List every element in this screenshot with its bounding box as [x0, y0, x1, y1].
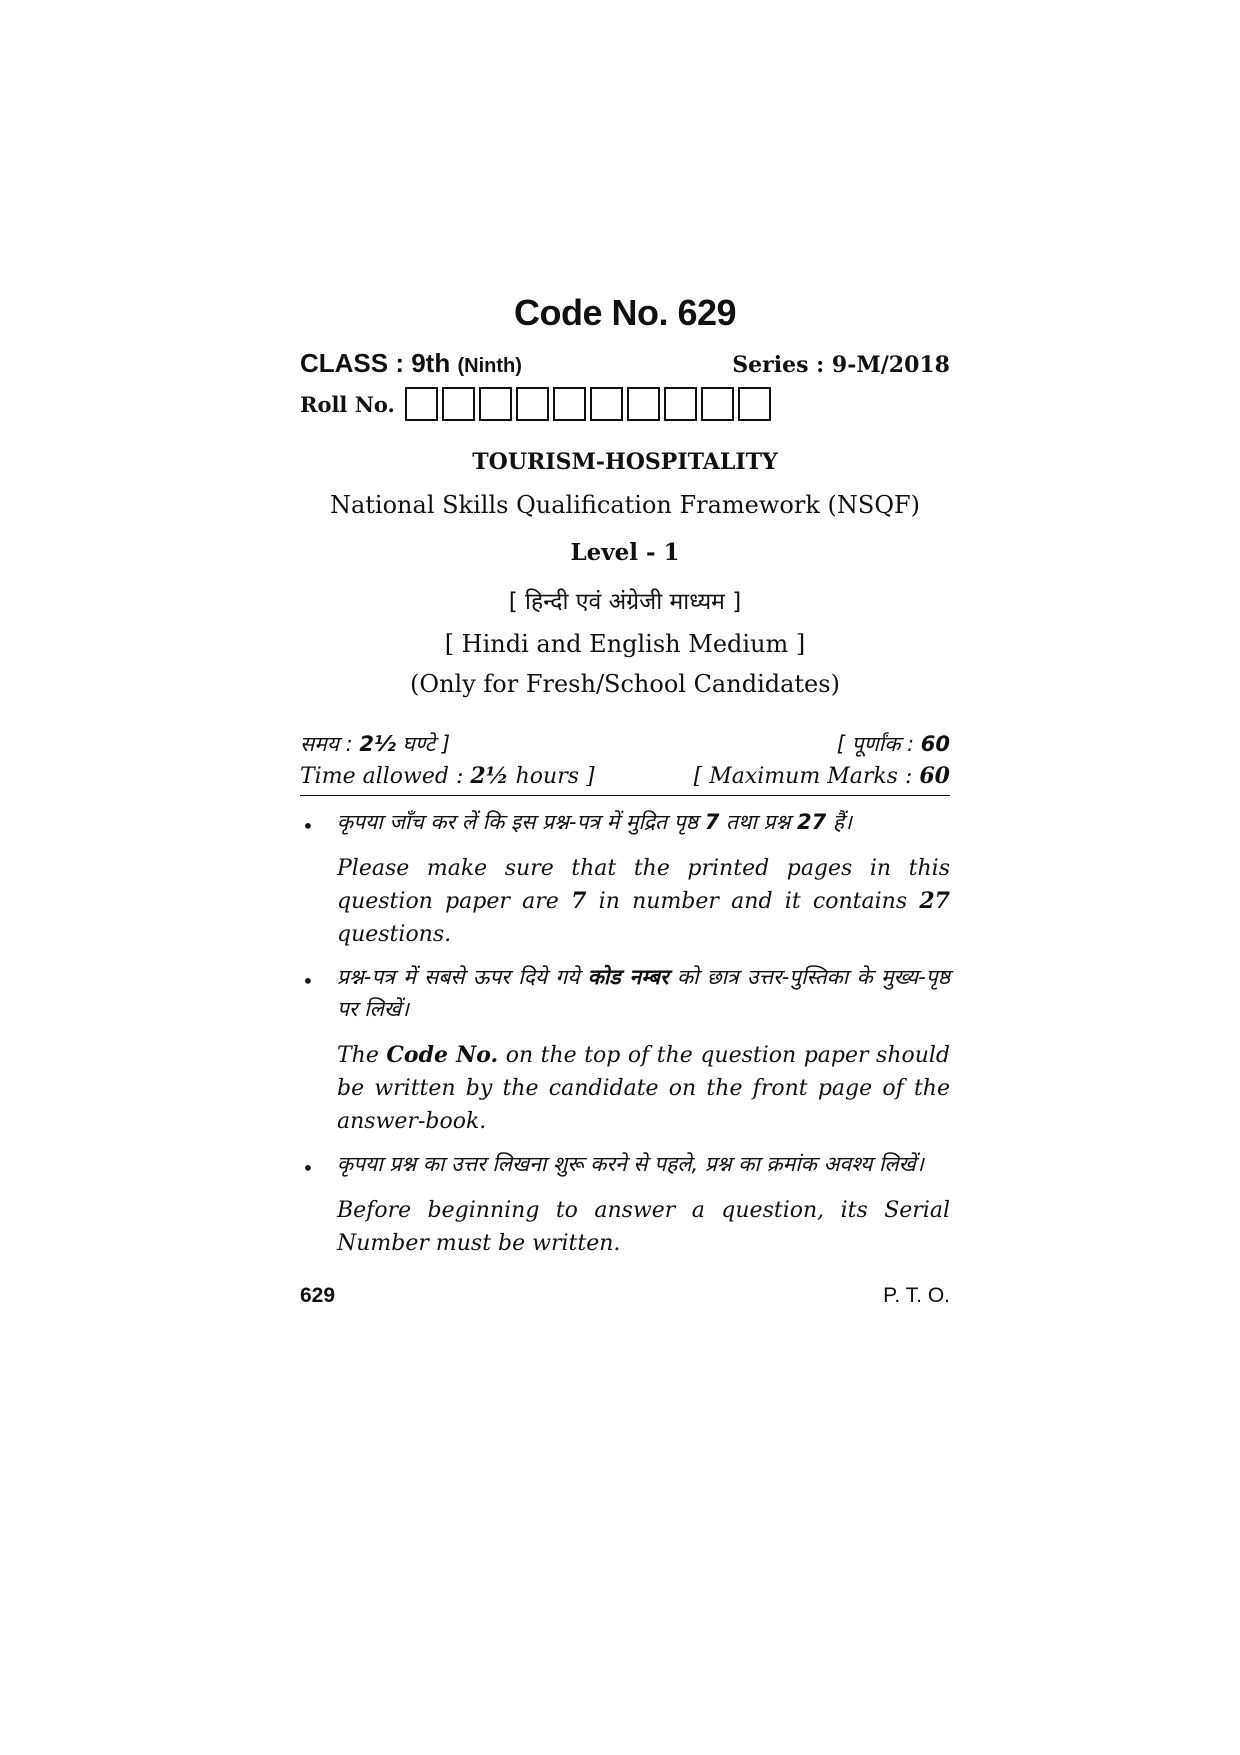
medium-hindi: [ हिन्दी एवं अंग्रेजी माध्यम ]	[508, 589, 742, 615]
roll-number-box[interactable]	[442, 387, 475, 421]
roll-number-box[interactable]	[590, 387, 623, 421]
instruction-3	[300, 1148, 950, 1260]
time-english-value: 2½	[470, 763, 509, 789]
subject-name: TOURISM-HOSPITALITY	[472, 449, 778, 475]
candidates-line: (Only for Fresh/School Candidates)	[410, 670, 840, 698]
instruction-2-english	[337, 1039, 950, 1138]
time-hindi	[300, 728, 450, 760]
divider-line	[300, 795, 950, 796]
roll-number-box[interactable]	[701, 387, 734, 421]
marks-english-prefix: [ Maximum Marks :	[693, 764, 920, 789]
roll-number-box[interactable]	[405, 387, 438, 421]
instruction-3-english: Before beginning to answer a question, its Serial Number must be written.	[337, 1198, 950, 1256]
time-english-suffix: hours ]	[508, 764, 595, 789]
i1-hi-d: 27	[796, 810, 827, 834]
time-hindi-value: 2½	[359, 732, 396, 756]
bullet-icon: •	[302, 814, 314, 838]
marks-hindi-prefix: [ पूर्णांक :	[836, 732, 921, 756]
i2-hi-a: प्रश्न-पत्र में सबसे ऊपर दिये गये	[337, 965, 588, 989]
i2-en-b: Code No.	[386, 1042, 499, 1068]
roll-number-box[interactable]	[479, 387, 512, 421]
instruction-1-hindi	[337, 806, 950, 838]
time-row-hindi	[300, 728, 950, 760]
i1-en-c: in number and it contains	[586, 889, 920, 914]
i1-en-a: Please make sure that the printed pages in this question paper are	[337, 856, 950, 914]
i2-hi-c: को छात्र उत्तर-पुस्तिका के मुख्य-पृष्ठ पर लिखें।	[337, 965, 950, 1021]
i1-hi-c: तथा प्रश्न	[719, 810, 797, 834]
marks-english	[694, 760, 950, 793]
class-label	[300, 348, 522, 379]
i1-en-e: questions.	[337, 922, 452, 947]
instruction-3-hindi: कृपया प्रश्न का उत्तर लिखना शुरू करने से पहले, प्रश्न का क्रमांक अवश्य लिखें।	[337, 1152, 924, 1176]
question-paper-cover	[300, 280, 950, 1308]
instruction-1	[300, 806, 950, 951]
class-series-row	[300, 348, 950, 379]
marks-hindi-value: 60	[920, 732, 950, 756]
i1-en-d: 27	[919, 888, 950, 914]
i1-en-b: 7	[571, 888, 587, 914]
marks-english-value: 60	[919, 763, 950, 789]
code-number-title: Code No. 629	[513, 292, 737, 333]
medium-english: [ Hindi and English Medium ]	[444, 630, 806, 658]
i1-hi-a: कृपया जाँच कर लें कि इस प्रश्न-पत्र में मुद्रित पृष्ठ	[337, 810, 705, 834]
class-ninth: (Ninth)	[457, 355, 522, 377]
footer-pto: P. T. O.	[883, 1284, 950, 1307]
roll-label: Roll No.	[300, 391, 395, 417]
series-label: Series : 9-M/2018	[732, 352, 950, 378]
bullet-icon: •	[302, 1156, 314, 1180]
i2-en-c: on the top of the question paper should be written by the candidate on the front page of the answer-book.	[337, 1043, 951, 1134]
roll-number-box[interactable]	[516, 387, 549, 421]
i1-hi-b: 7	[704, 810, 720, 834]
roll-number-row	[300, 387, 950, 421]
time-english	[300, 760, 595, 793]
time-english-prefix: Time allowed :	[300, 764, 471, 789]
instruction-1-english	[337, 852, 950, 951]
i2-hi-b: कोड नम्बर	[587, 965, 669, 989]
marks-hindi	[837, 728, 950, 760]
framework-line: National Skills Qualification Framework (NSQF)	[329, 491, 921, 519]
roll-number-box[interactable]	[738, 387, 771, 421]
roll-number-box[interactable]	[553, 387, 586, 421]
bullet-icon: •	[302, 969, 314, 993]
roll-number-boxes	[405, 387, 775, 421]
time-hindi-suffix: घण्टे ]	[395, 732, 451, 756]
instruction-2	[300, 961, 950, 1138]
class-text: CLASS : 9th	[300, 348, 451, 378]
i1-hi-e: हैं।	[826, 810, 852, 834]
instruction-2-hindi	[337, 961, 950, 1025]
level-line: Level - 1	[570, 539, 680, 566]
footer-page-code: 629	[300, 1284, 336, 1307]
time-hindi-prefix: समय :	[300, 732, 360, 756]
time-row-english	[300, 760, 950, 793]
i2-en-a: The	[337, 1043, 387, 1068]
roll-number-box[interactable]	[627, 387, 660, 421]
roll-number-box[interactable]	[664, 387, 697, 421]
page-footer	[300, 1284, 950, 1308]
time-marks-block	[300, 728, 950, 796]
